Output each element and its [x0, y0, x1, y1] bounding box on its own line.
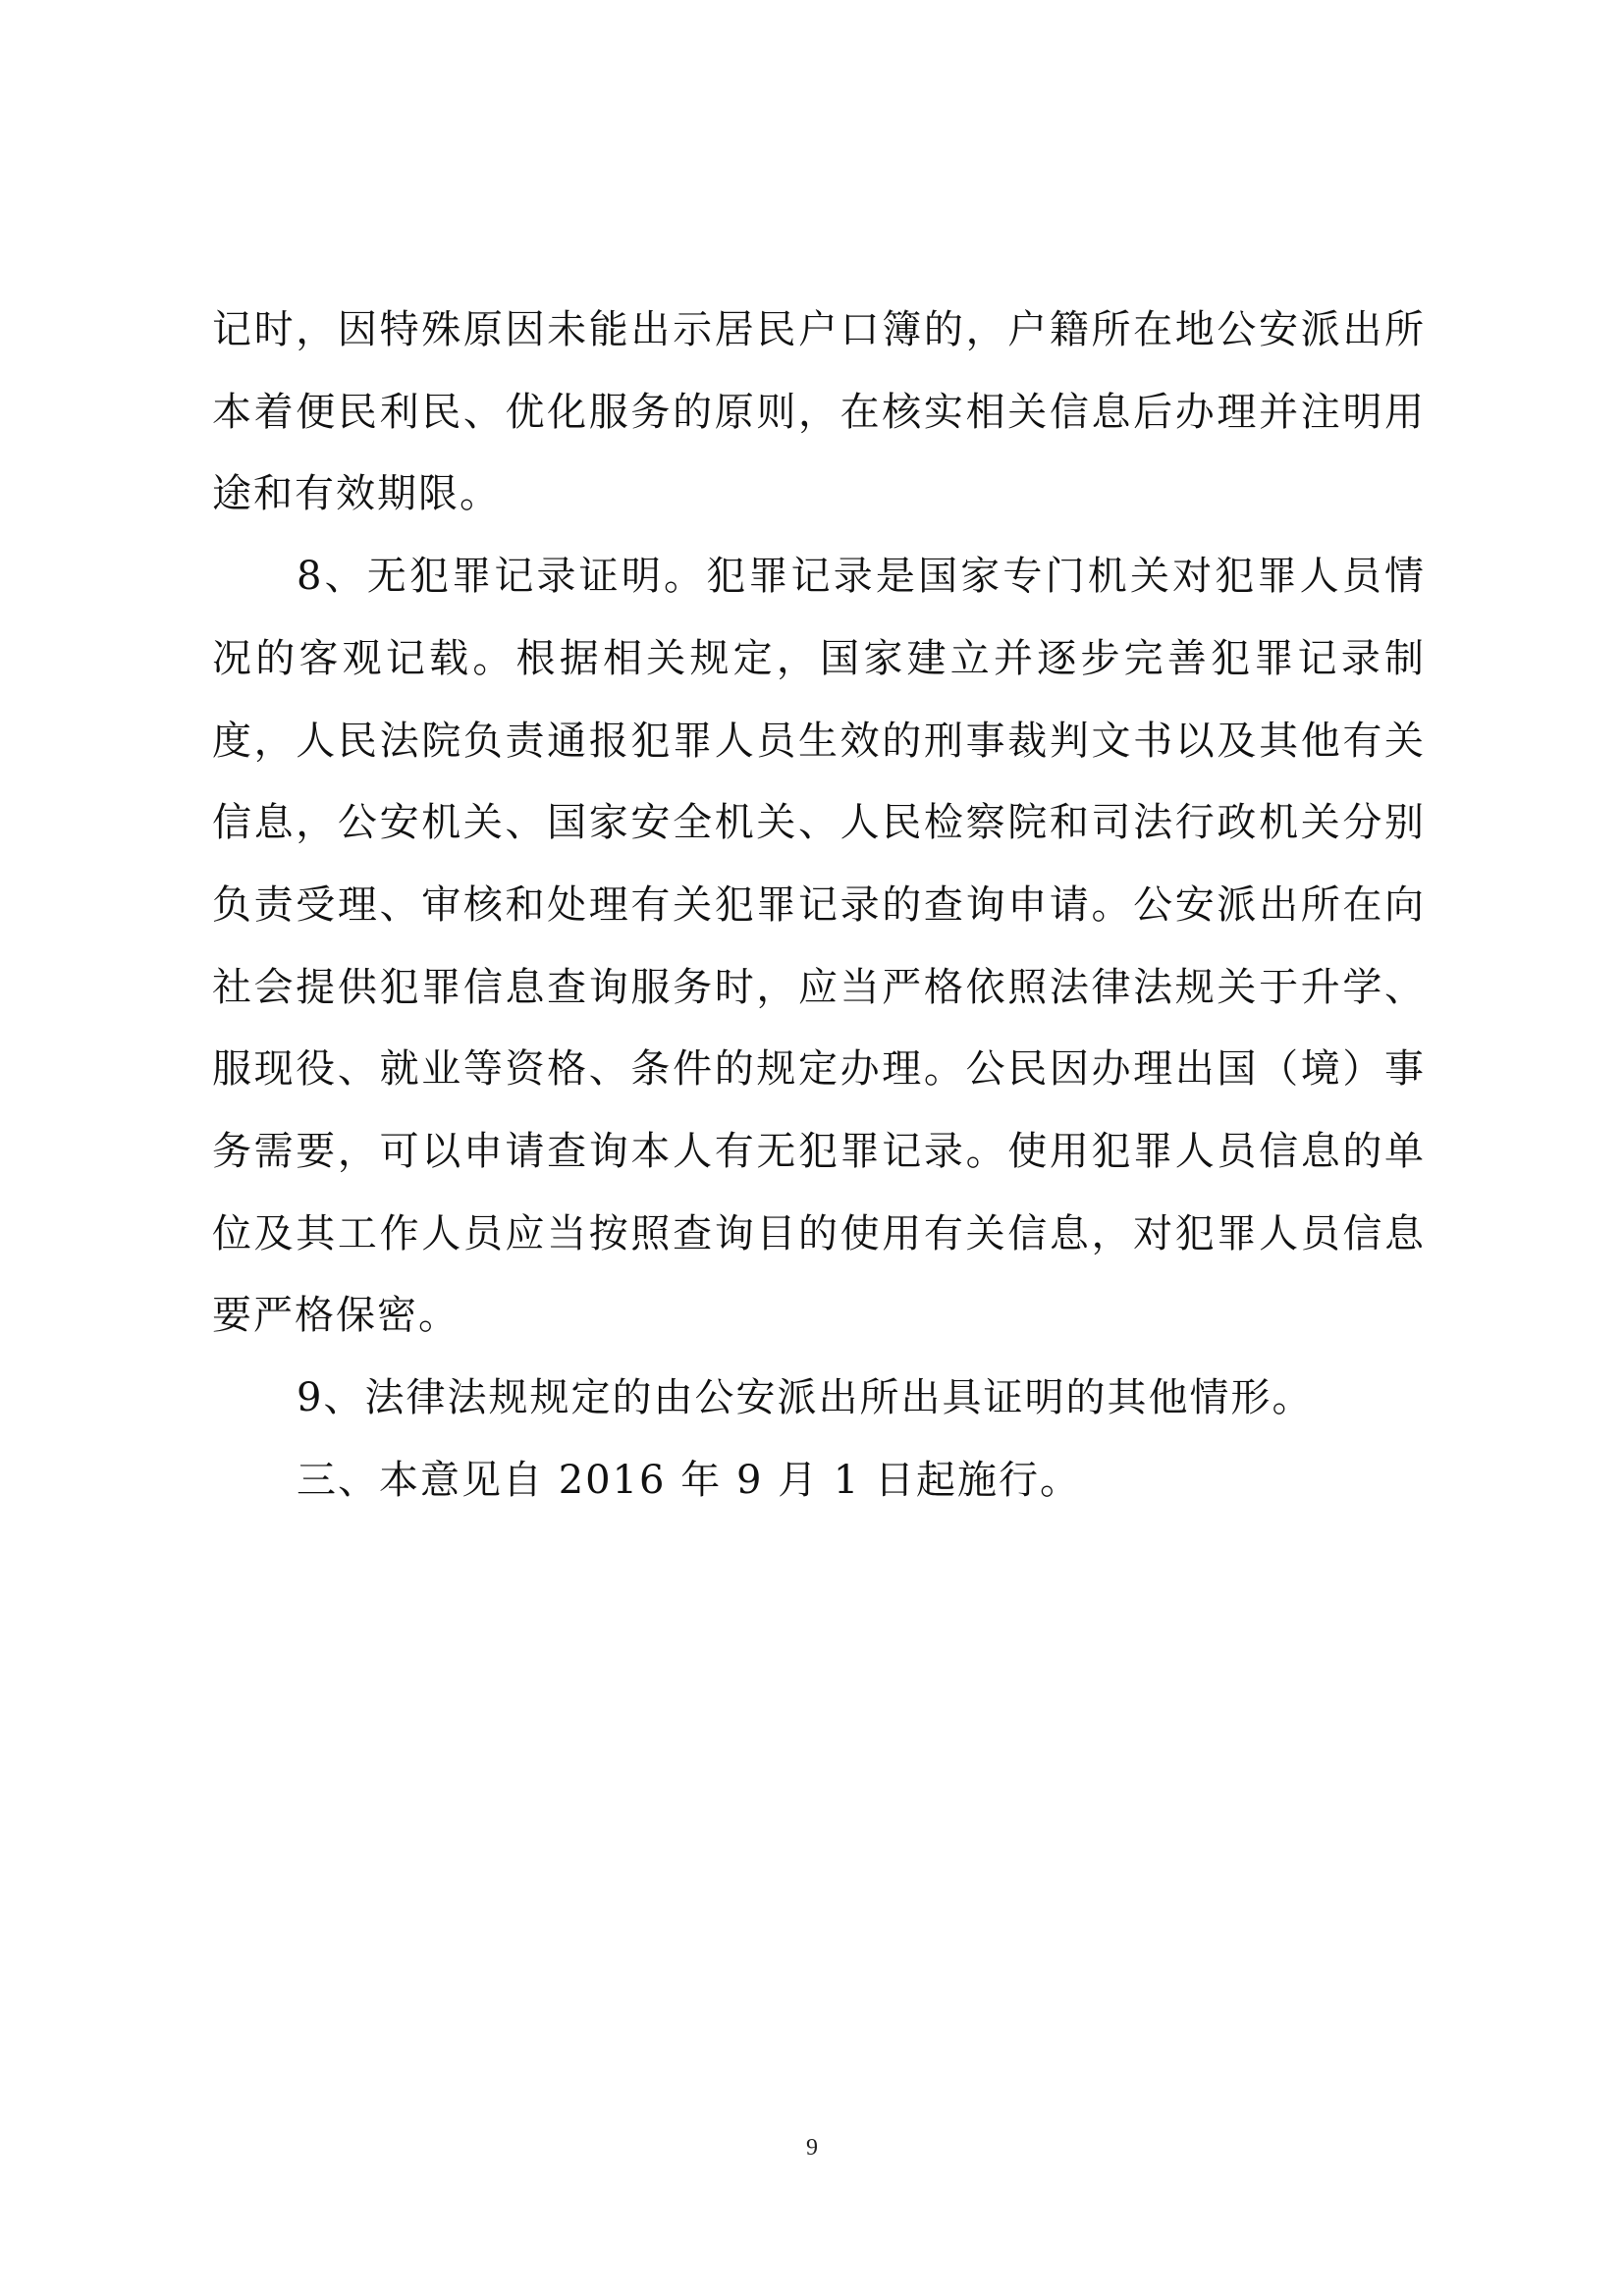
paragraph-continuation: 记时，因特殊原因未能出示居民户口簿的，户籍所在地公安派出所本着便民利民、优化服务的原则，在核实相关信息后办理并注明用途和有效期限。 [212, 307, 1426, 517]
body-text [212, 290, 1426, 1522]
page-number: 9 [806, 2135, 818, 2161]
paragraph-section-3: 三、本意见自 2016 年 9 月 1 日起施行。 [297, 1457, 1081, 1503]
paragraph-item-9: 9、法律法规规定的由公安派出所出具证明的其他情形。 [297, 1375, 1314, 1421]
paragraph-item-8: 8、无犯罪记录证明。犯罪记录是国家专门机关对犯罪人员情况的客观记载。根据相关规定，国家建立并逐步完善犯罪记录制度，人民法院负责通报犯罪人员生效的刑事裁判文书以及其他有关信息，公安机关、国家安全机关、人民检察院和司法行政机关分别负责受理、审核和处理有关犯罪记录的查询申请。公安派出所在向社会提供犯罪信息查询服务时，应当严格依照法律法规关于升学、服现役、就业等资格、条件的规定办理。公民因办理出国（境）事务需要，可以申请查询本人有无犯罪记录。使用犯罪人员信息的单位及其工作人员应当按照查询目的使用有关信息，对犯罪人员信息要严格保密。 [212, 554, 1426, 1339]
